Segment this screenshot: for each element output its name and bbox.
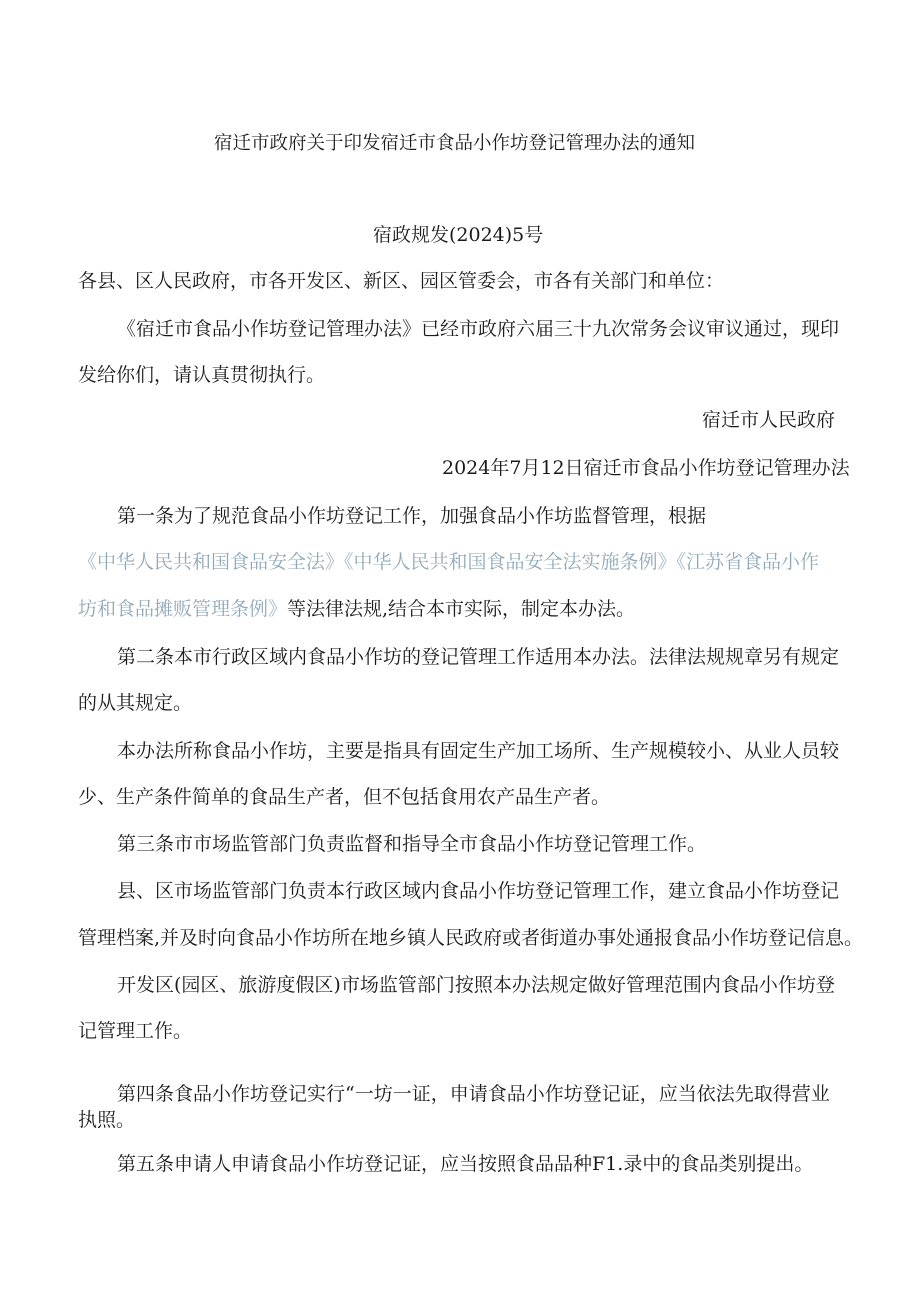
date-and-heading: 2024年7月12日宿迁市食品小作坊登记管理办法 <box>442 457 850 479</box>
intro-line-2: 发给你们，请认真贯彻执行。 <box>78 364 326 386</box>
definition-line-1: 本办法所称食品小作坊，主要是指具有固定生产加工场所、生产规模较小、从业人员较 <box>117 740 840 762</box>
article-1-law-link-line-3[interactable]: 坊和食品摊贩管理条例》 <box>78 598 288 620</box>
county-line-1: 县、区市场监管部门负责本行政区域内食品小作坊登记管理工作，建立食品小作坊登记 <box>117 880 840 902</box>
signature: 宿迁市人民政府 <box>702 409 836 431</box>
article-4-line-2: 执照。 <box>78 1109 136 1131</box>
article-2-line-1: 第二条本市行政区域内食品小作坊的登记管理工作适用本办法。法律法规规章另有规定 <box>117 646 840 668</box>
article-2-line-2: 的从其规定。 <box>78 692 193 714</box>
article-1-line-3 <box>78 598 635 620</box>
county-line-2: 管理档案,并及时向食品小作坊所在地乡镇人民政府或者街道办事处通报食品小作坊登记信息。 <box>78 927 864 949</box>
development-zone-line-1: 开发区(园区、旅游度假区)市场监管部门按照本办法规定做好管理范围内食品小作坊登 <box>117 974 835 996</box>
addressee-line: 各县、区人民政府，市各开发区、新区、园区管委会，市各有关部门和单位： <box>78 270 725 292</box>
article-3-line-1: 第三条市市场监管部门负责监督和指导全市食品小作坊登记管理工作。 <box>117 833 707 855</box>
article-5-line-1: 第五条申请人申请食品小作坊登记证，应当按照食品品种F1.录中的食品类别提出。 <box>117 1153 814 1175</box>
intro-line-1: 《宿迁市食品小作坊登记管理办法》已经市政府六届三十九次常务会议审议通过，现印 <box>117 318 840 340</box>
document-title: 宿迁市政府关于印发宿迁市食品小作坊登记管理办法的通知 <box>214 133 696 154</box>
definition-line-2: 少、生产条件简单的食品生产者，但不包括食用农产品生产者。 <box>78 786 611 808</box>
article-1-line-1: 第一条为了规范食品小作坊登记工作，加强食品小作坊监督管理，根据 <box>117 505 707 527</box>
article-1-line-3-rest: 等法律法规,结合本市实际，制定本办法。 <box>287 598 636 620</box>
document-number: 宿政规发(2024)5号 <box>373 224 544 246</box>
article-4-line-1: 第四条食品小作坊登记实行“一坊一证，申请食品小作坊登记证，应当依法先取得营业 <box>117 1083 830 1105</box>
development-zone-line-2: 记管理工作。 <box>78 1020 193 1042</box>
article-1-law-link-line-2[interactable]: 《中华人民共和国食品安全法》《中华人民共和国食品安全法实施条例》《江苏省食品小作 <box>78 551 820 573</box>
